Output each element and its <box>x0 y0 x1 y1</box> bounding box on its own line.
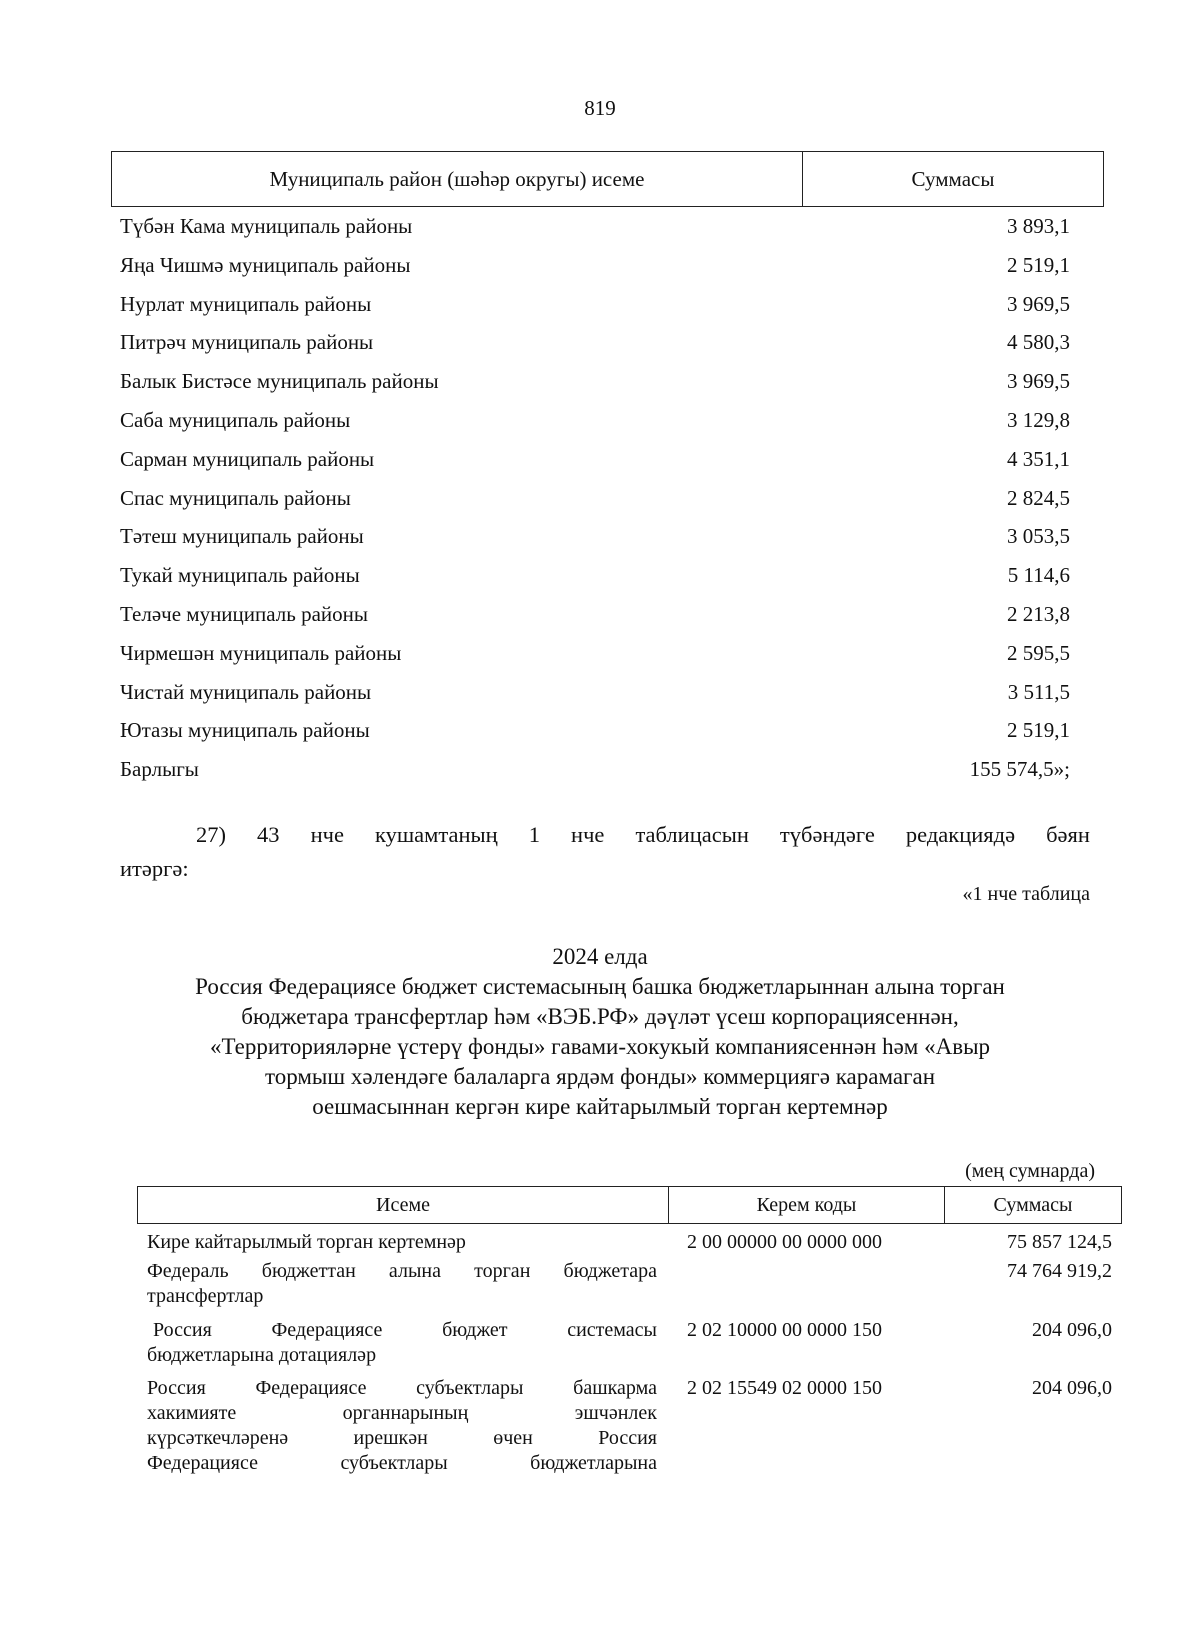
row-name-line: трансфертлар <box>147 1285 264 1307</box>
district-name: Саба муниципаль районы <box>120 407 351 432</box>
table-row <box>120 556 1070 595</box>
district-sum: 3 053,5 <box>1007 524 1070 549</box>
total-row <box>120 750 1070 789</box>
para-word: 43 <box>257 822 280 847</box>
para-word: бәян <box>1046 822 1090 847</box>
title-line: тормыш хәлендәге балаларга ярдәм фонды» коммерциягә карамаган <box>264 1064 936 1089</box>
district-sum: 4 351,1 <box>1007 446 1070 471</box>
para-word: нче <box>310 822 344 847</box>
total-sum: 155 574,5»; <box>969 757 1070 782</box>
district-name: Тәтеш муниципаль районы <box>120 524 364 549</box>
row-name <box>147 1376 657 1476</box>
district-name: Нурлат муниципаль районы <box>120 291 372 316</box>
table1-body <box>120 207 1070 789</box>
district-sum: 2 519,1 <box>1007 252 1070 277</box>
amendment-paragraph <box>120 818 1090 886</box>
district-sum: 3 969,5 <box>1007 369 1070 394</box>
district-name: Чистай муниципаль районы <box>120 679 372 704</box>
row-name-line: хакимияте органнарының эшчәнлек <box>147 1402 657 1424</box>
table1-header-name: Муниципаль район (шәһәр округы) исеме <box>112 152 803 206</box>
para-word: 27) <box>196 822 226 847</box>
table-reference: «1 нче таблица <box>962 883 1090 905</box>
table-row <box>120 362 1070 401</box>
district-name: Түбән Кама муниципаль районы <box>120 214 413 238</box>
paragraph-line-2: итәргә: <box>120 856 189 881</box>
title-line: бюджетара трансфертлар һәм «ВЭБ.РФ» дәүләт үсеш корпорациясеннән, <box>241 1004 959 1029</box>
row-sum: 204 096,0 <box>1032 1319 1112 1341</box>
row-name <box>147 1259 657 1309</box>
district-sum: 4 580,3 <box>1007 330 1070 355</box>
district-name: Чирмешән муниципаль районы <box>120 640 402 665</box>
district-name: Тукай муниципаль районы <box>120 563 360 588</box>
district-name: Ютазы муниципаль районы <box>120 718 370 743</box>
district-sum: 2 595,5 <box>1007 640 1070 665</box>
table-row <box>120 673 1070 712</box>
table1-header <box>111 151 1104 207</box>
row-name-line: бюджетларына дотацияләр <box>147 1344 377 1366</box>
district-name: Теләче муниципаль районы <box>120 601 368 626</box>
row-code: 2 02 15549 02 0000 150 <box>687 1377 882 1399</box>
row-code: 2 02 10000 00 0000 150 <box>687 1319 882 1341</box>
district-sum: 2 213,8 <box>1007 601 1070 626</box>
para-word: түбәндәге <box>779 822 875 847</box>
table-row <box>120 401 1070 440</box>
table-title <box>0 942 1200 1122</box>
district-name: Балык Бистәсе муниципаль районы <box>120 369 439 394</box>
table-row <box>120 207 1070 246</box>
district-name: Питрәч муниципаль районы <box>120 330 374 355</box>
district-sum: 3 893,1 <box>1007 214 1070 238</box>
table-row <box>120 440 1070 479</box>
district-sum: 5 114,6 <box>1007 563 1070 588</box>
district-sum: 2 824,5 <box>1007 485 1070 510</box>
page-number: 819 <box>584 96 616 120</box>
row-name-line: күрсәткечләренә ирешкән өчен Россия <box>147 1427 657 1449</box>
district-name: Сарман муниципаль районы <box>120 446 375 471</box>
row-sum: 74 764 919,2 <box>1007 1260 1112 1282</box>
title-line: оешмасыннан кергән кире кайтарылмый торган кертемнәр <box>312 1094 888 1119</box>
para-word: редакциядә <box>905 822 1016 847</box>
table2-header-code: Керем коды <box>669 1187 945 1223</box>
row-name-line: Федерациясе субъектлары бюджетларына <box>147 1452 657 1474</box>
row-sum: 204 096,0 <box>1032 1377 1112 1399</box>
table-row <box>120 479 1070 518</box>
table-row <box>120 285 1070 324</box>
district-name: Спас муниципаль районы <box>120 485 351 510</box>
table2-header-sum: Суммасы <box>993 1193 1073 1216</box>
title-line: Россия Федерациясе бюджет системасының башка бюджетларыннан алына торган <box>195 974 1005 999</box>
row-name <box>147 1318 657 1368</box>
title-year: 2024 елда <box>552 944 648 969</box>
table-row <box>120 323 1070 362</box>
district-sum: 3 511,5 <box>1007 679 1070 704</box>
district-sum: 3 129,8 <box>1007 407 1070 432</box>
units-label: (мең сумнарда) <box>965 1160 1095 1182</box>
para-word: нче <box>571 822 605 847</box>
table-row <box>120 595 1070 634</box>
row-name-line: Россия Федерациясе субъектлары башкарма <box>147 1377 657 1399</box>
district-sum: 3 969,5 <box>1007 291 1070 316</box>
table-row <box>120 634 1070 673</box>
row-name <box>147 1230 657 1255</box>
district-name: Яңа Чишмә муниципаль районы <box>120 252 411 277</box>
table-row <box>120 246 1070 285</box>
table2-header <box>137 1186 1122 1224</box>
para-word: кушамтаның <box>374 822 498 847</box>
title-line: «Территорияләрне үстерү фонды» гавами-хокукый компаниясеннән һәм «Авыр <box>209 1034 991 1059</box>
para-word: таблицасын <box>635 822 749 847</box>
row-name-line: Федераль бюджеттан алына торган бюджетара <box>147 1260 657 1282</box>
district-sum: 2 519,1 <box>1007 718 1070 743</box>
paragraph-line-1 <box>120 818 1090 852</box>
total-label: Барлыгы <box>120 757 199 782</box>
table1-header-sum: Суммасы <box>911 166 995 191</box>
table2-header-name: Исеме <box>138 1187 669 1223</box>
row-code: 2 00 00000 00 0000 000 <box>687 1231 882 1253</box>
row-name-line: Кире кайтарылмый торган кертемнәр <box>147 1231 466 1253</box>
table-row <box>120 711 1070 750</box>
row-name-line: Россия Федерациясе бюджет системасы <box>153 1319 657 1341</box>
para-word: 1 <box>528 822 540 847</box>
row-sum: 75 857 124,5 <box>1007 1231 1112 1253</box>
table-row <box>120 517 1070 556</box>
